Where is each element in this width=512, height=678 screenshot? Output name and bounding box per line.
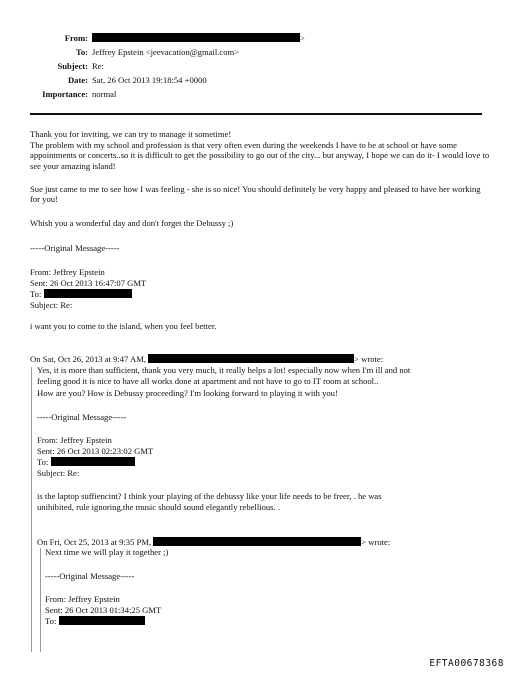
date-value: Sat, 26 Oct 2013 19:18:54 +0000 <box>92 75 207 85</box>
body-paragraph-1: Thank you for inviting, we can try to manage it sometime! <box>30 129 232 139</box>
quote1-line-1: Yes, it is more than sufficient, thank you very much, it really helps a lot! especially now when I'm ill and not <box>37 365 411 375</box>
orig1-to <box>30 289 132 299</box>
date-label: Date: <box>67 75 88 85</box>
orig1-sent: Sent: 26 Oct 2013 16:47:07 GMT <box>30 278 147 288</box>
orig3-to-label: To: <box>45 616 57 626</box>
importance-label: Importance: <box>42 89 88 99</box>
orig1-from: From: Jeffrey Epstein <box>30 267 105 277</box>
orig3-to <box>45 616 145 626</box>
original-message-divider: -----Original Message----- <box>45 571 135 581</box>
quote2-intro <box>37 537 390 547</box>
orig3-sent: Sent: 26 Oct 2013 01:34:25 GMT <box>45 605 162 615</box>
original-message-divider: -----Original Message----- <box>37 412 127 422</box>
quote2-intro-text: On Fri, Oct 25, 2013 at 9:35 PM, <box>37 537 152 547</box>
orig2-to <box>37 457 135 467</box>
bates-number: EFTA00678368 <box>429 657 504 669</box>
redaction-bar <box>59 616 145 625</box>
orig3-from: From: Jeffrey Epstein <box>45 594 120 604</box>
from-label: From: <box>64 33 88 43</box>
quote-bar <box>40 548 41 652</box>
quote1-intro-text: On Sat, Oct 26, 2013 at 9:47 AM, <box>30 354 147 364</box>
orig2-to-label: To: <box>37 457 49 467</box>
redaction-bar <box>92 33 300 42</box>
subject-label: Subject: <box>57 61 88 71</box>
quote2-line-1: Next time we will play it together ;) <box>45 547 169 557</box>
header-divider <box>30 113 482 115</box>
orig1-body: i want you to come to the island, when you feel better. <box>30 321 217 331</box>
orig2-sent: Sent: 26 Oct 2013 02:23:02 GMT <box>37 446 154 456</box>
body-paragraph-3: Sue just came to me to see how I was feeling - she is so nice! You should definitely be very happy and pleased to have her working for you! <box>30 184 481 205</box>
quote2-intro-suffix: > wrote: <box>361 537 391 547</box>
body-paragraph-4: Whish you a wonderful day and don't forget the Debussy ;) <box>30 218 234 228</box>
quote1-intro <box>30 354 383 364</box>
orig2-subject: Subject: Re: <box>37 468 80 478</box>
redaction-bar <box>44 289 132 298</box>
redaction-bar <box>148 354 354 363</box>
redaction-bar <box>51 457 135 466</box>
subject-value: Re: <box>92 61 104 71</box>
orig1-to-label: To: <box>30 289 42 299</box>
redaction-bar <box>153 537 361 546</box>
quote1-line-3: How are you? How is Debussy proceeding? I'm looking forward to playing it with you! <box>37 388 338 398</box>
importance-value: normal <box>92 89 117 99</box>
orig2-body-line-1: is the laptop suffiencint? I think your playing of the debussy like your life needs to be freer, . he was <box>37 491 382 501</box>
quote1-intro-suffix: > wrote: <box>354 354 384 364</box>
to-value: Jeffrey Epstein <jeevacation@gmail.com> <box>92 47 240 57</box>
orig2-body-line-2: unihibited, rule ignoring,the music should sound elegantly rebellious. . <box>37 502 280 512</box>
quote-bar <box>31 367 32 652</box>
orig2-from: From: Jeffrey Epstein <box>37 435 112 445</box>
to-label: To: <box>75 47 88 57</box>
body-paragraph-2: The problem with my school and profession is that very often even during the weekends I have to be at school or have some appointments or concerts..so it is difficult to get the possibility to go out of the city... but anyway, I hope we can do it- I would love to see your amazing island! <box>30 140 490 171</box>
orig1-subject: Subject: Re: <box>30 300 73 310</box>
quote1-line-2: feeling good it is nice to have all works done at apartment and not have to go to IT room at school.. <box>37 376 379 386</box>
from-value <box>92 33 305 43</box>
original-message-divider: -----Original Message----- <box>30 243 120 253</box>
from-suffix: > <box>300 33 305 43</box>
